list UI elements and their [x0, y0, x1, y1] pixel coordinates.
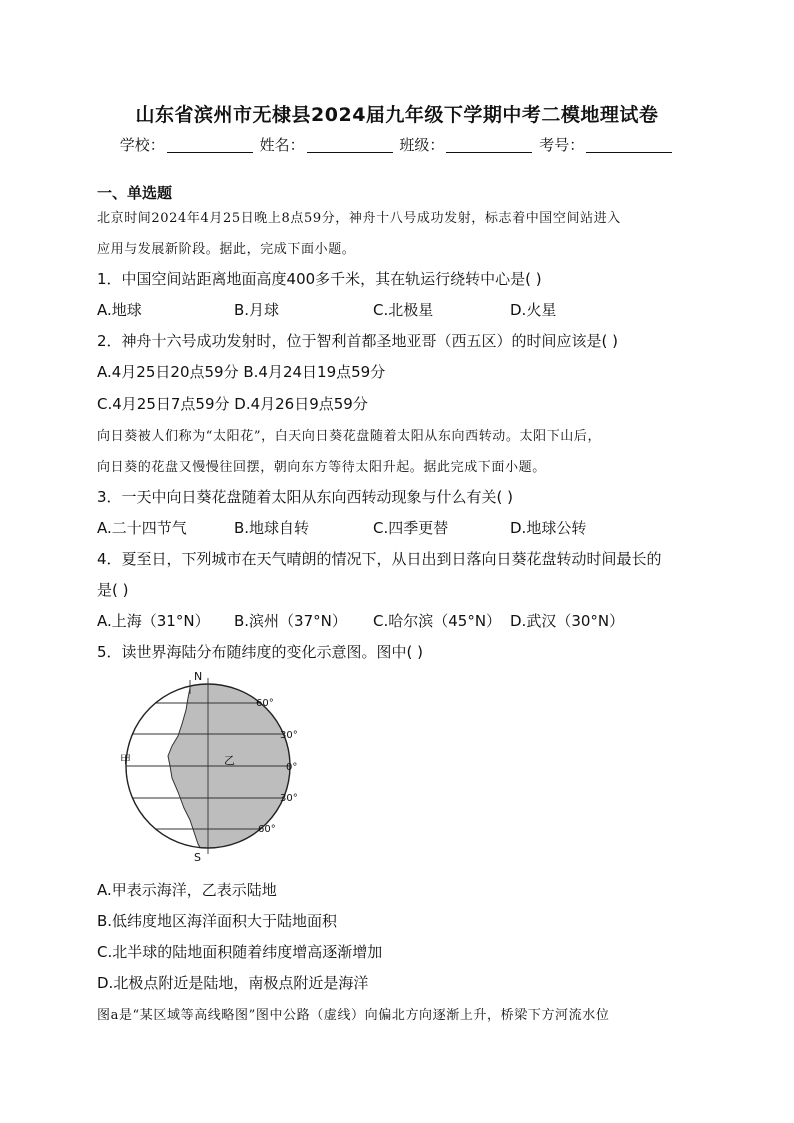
- question-3-stem: 3．一天中向日葵花盘随着太阳从东向西转动现象与什么有关( ): [97, 488, 514, 506]
- school-label: 学校：: [119, 136, 165, 154]
- section-heading: 一、单选题: [97, 184, 173, 202]
- south-label: S: [194, 851, 201, 864]
- q3-option-d[interactable]: D.地球公转: [510, 519, 587, 537]
- student-info-row: [0, 134, 794, 155]
- passage-2-line-2: 向日葵的花盘又慢慢往回摆，朝向东方等待太阳升起。据此完成下面小题。: [97, 460, 546, 475]
- q4-option-a[interactable]: A.上海（31°N）: [97, 612, 210, 630]
- q1-option-b[interactable]: B.月球: [234, 301, 280, 319]
- q1-option-a[interactable]: A.地球: [97, 301, 142, 319]
- question-2-stem: 2．神舟十六号成功发射时，位于智利首都圣地亚哥（西五区）的时间应该是( ): [97, 332, 619, 350]
- lat-label-30n: 30°: [280, 730, 298, 741]
- q5-option-a[interactable]: A.甲表示海洋，乙表示陆地: [97, 881, 277, 899]
- jia-label: 甲: [120, 753, 131, 766]
- exam-number-blank[interactable]: [586, 138, 672, 153]
- q1-option-d[interactable]: D.火星: [510, 301, 557, 319]
- question-4-stem-line-1: 4．夏至日，下列城市在天气晴朗的情况下，从日出到日落向日葵花盘转动时间最长的: [97, 550, 662, 568]
- passage-1-line-1: 北京时间2024年4月25日晚上8点59分，神舟十八号成功发射，标志着中国空间站进入: [97, 211, 621, 226]
- q3-option-b[interactable]: B.地球自转: [234, 519, 310, 537]
- q5-option-b[interactable]: B.低纬度地区海洋面积大于陆地面积: [97, 912, 338, 930]
- lat-label-60s: 60°: [258, 824, 276, 835]
- passage-3-line-1: 图a是“某区域等高线略图”图中公路（虚线）向偏北方向逐渐上升，桥梁下方河流水位: [97, 1008, 610, 1023]
- class-label: 班级：: [399, 136, 445, 154]
- q4-option-d[interactable]: D.武汉（30°N）: [510, 612, 625, 630]
- question-1-stem: 1．中国空间站距离地面高度400多千米，其在轨运行绕转中心是( ): [97, 270, 542, 288]
- land-sea-latitude-figure: [108, 668, 308, 864]
- q3-option-c[interactable]: C.四季更替: [373, 519, 449, 537]
- q4-option-b[interactable]: B.滨州（37°N）: [234, 612, 347, 630]
- question-5-stem: 5．读世界海陆分布随纬度的变化示意图。图中( ): [97, 643, 424, 661]
- north-label: N: [194, 670, 203, 683]
- exam-number-label: 考号：: [539, 136, 585, 154]
- name-blank[interactable]: [307, 138, 393, 153]
- class-blank[interactable]: [446, 138, 532, 153]
- passage-2-line-1: 向日葵被人们称为“太阳花”，白天向日葵花盘随着太阳从东向西转动。太阳下山后，: [97, 429, 602, 444]
- lat-label-30s: 30°: [280, 793, 298, 804]
- q2-options-line-2[interactable]: C.4月25日7点59分 D.4月26日9点59分: [97, 395, 368, 413]
- lat-label-0: 0°: [286, 762, 298, 773]
- name-label: 姓名：: [259, 136, 305, 154]
- q2-options-line-1[interactable]: A.4月25日20点59分 B.4月24日19点59分: [97, 363, 386, 381]
- question-4-stem-line-2: 是( ): [97, 581, 129, 599]
- q4-option-c[interactable]: C.哈尔滨（45°N）: [373, 612, 502, 630]
- q3-option-a[interactable]: A.二十四节气: [97, 519, 187, 537]
- q5-option-d[interactable]: D.北极点附近是陆地，南极点附近是海洋: [97, 974, 369, 992]
- exam-title: 山东省滨州市无棣县2024届九年级下学期中考二模地理试卷: [135, 104, 659, 126]
- yi-label: 乙: [224, 754, 235, 767]
- q1-option-c[interactable]: C.北极星: [373, 301, 434, 319]
- school-blank[interactable]: [167, 138, 253, 153]
- q5-option-c[interactable]: C.北半球的陆地面积随着纬度增高逐渐增加: [97, 943, 383, 961]
- passage-1-line-2: 应用与发展新阶段。据此，完成下面小题。: [97, 242, 356, 257]
- lat-label-60n: 60°: [256, 698, 274, 709]
